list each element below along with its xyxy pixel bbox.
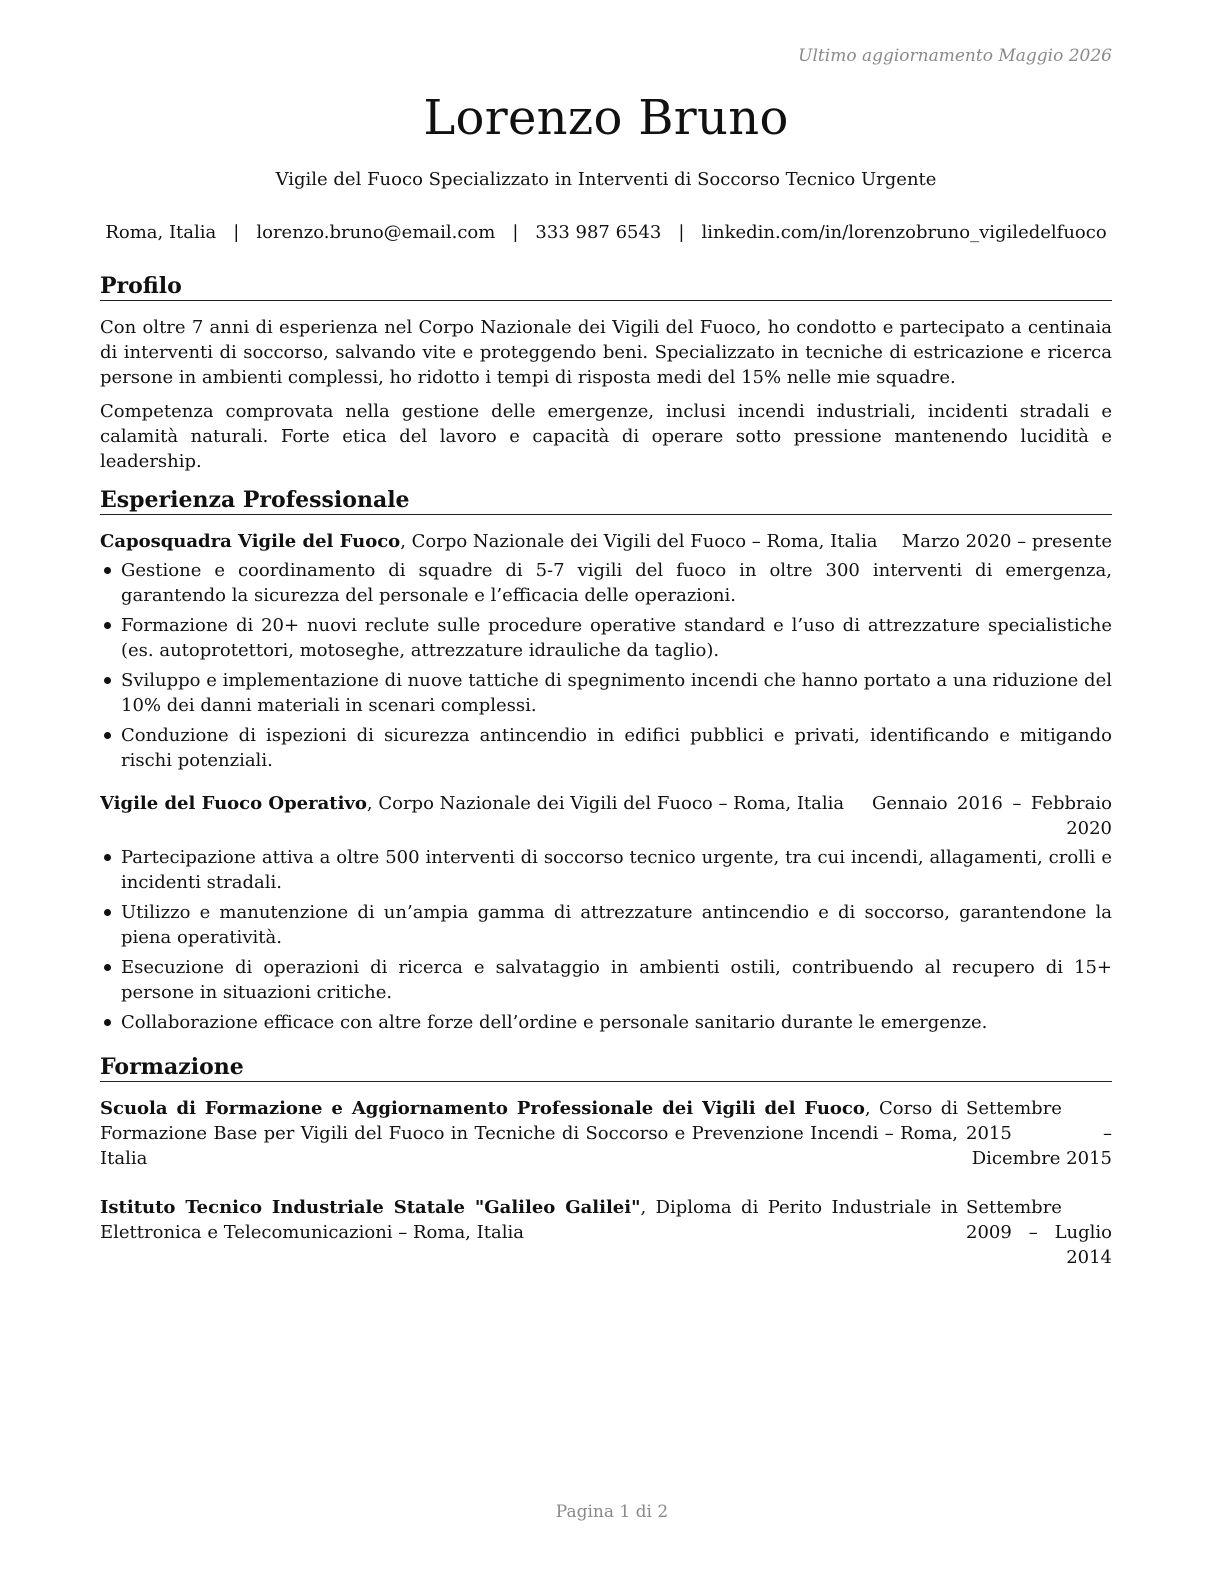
separator: | (512, 222, 519, 243)
separator: | (233, 222, 240, 243)
section-title-education: Formazione (100, 1053, 1112, 1082)
job-dates: Marzo 2020 – presente (901, 531, 1112, 552)
education-entry (100, 1096, 1112, 1171)
job-header (100, 791, 1112, 841)
profile-paragraph: Competenza comprovata nella gestione delle emergenze, inclusi incendi industriali, incidenti stradali e calamità naturali. Forte etica del lavoro e capacità di operare sotto pressione mantenendo lucidità e leadership. (100, 401, 1112, 472)
job-entry (100, 529, 1112, 773)
education-dates: Settembre 2009 – Luglio 2014 (966, 1197, 1112, 1268)
school-name: Istituto Tecnico Industriale Statale "Galileo Galilei" (100, 1197, 641, 1218)
education-entry (100, 1195, 1112, 1270)
job-bullets (100, 845, 1112, 1035)
location: Roma, Italia (105, 222, 217, 243)
education-dates: Settembre 2015 – Dicembre 2015 (966, 1098, 1112, 1169)
job-organization: , Corpo Nazionale dei Vigili del Fuoco – Roma, Italia (366, 793, 845, 814)
bullet-item: Partecipazione attiva a oltre 500 interventi di soccorso tecnico urgente, tra cui incendi, allagamenti, crolli e incidenti stradali. (100, 845, 1112, 895)
job-bullets (100, 558, 1112, 773)
education-section (100, 1053, 1112, 1270)
course-detail: , Diploma di Perito Industriale in Elettronica e Telecomunicazioni – Roma, Italia (100, 1197, 958, 1243)
bullet-item: Gestione e coordinamento di squadre di 5-7 vigili del fuoco in oltre 300 interventi di emergenza, garantendo la sicurezza del personale e l’efficacia delle operazioni. (100, 558, 1112, 608)
contact-line (100, 220, 1112, 245)
bullet-item: Formazione di 20+ nuovi reclute sulle procedure operative standard e l’uso di attrezzature specialistiche (es. autoprotettori, motoseghe, attrezzature idrauliche da taglio). (100, 613, 1112, 663)
email-link[interactable]: lorenzo.bruno@email.com (256, 222, 496, 243)
bullet-item: Esecuzione di operazioni di ricerca e salvataggio in ambienti ostili, contribuendo al recupero di 15+ persone in situazioni critiche. (100, 955, 1112, 1005)
bullet-item: Collaborazione efficace con altre forze dell’ordine e personale sanitario durante le emergenze. (100, 1010, 1112, 1035)
bullet-item: Utilizzo e manutenzione di un’ampia gamma di attrezzature antincendio e di soccorso, garantendone la piena operatività. (100, 900, 1112, 950)
linkedin-link[interactable]: linkedin.com/in/lorenzobruno_vigiledelfuoco (701, 222, 1107, 243)
job-title: Vigile del Fuoco Specializzato in Interventi di Soccorso Tecnico Urgente (275, 169, 937, 190)
job-entry (100, 791, 1112, 1035)
course-detail: , Corso di Formazione Base per Vigili del Fuoco in Tecniche di Soccorso e Prevenzione Incendi – Roma, Italia (100, 1098, 958, 1169)
resume-content (100, 272, 1112, 1294)
job-header (100, 529, 1112, 554)
job-dates: Gennaio 2016 – Febbraio 2020 (872, 793, 1112, 839)
candidate-name: Lorenzo Bruno (423, 90, 789, 146)
page-number: Pagina 1 di 2 (555, 1502, 669, 1522)
profile-section (100, 272, 1112, 474)
job-organization: , Corpo Nazionale dei Vigili del Fuoco – Roma, Italia (400, 531, 878, 552)
separator: | (678, 222, 685, 243)
section-title-profile: Profilo (100, 272, 1112, 301)
section-title-experience: Esperienza Professionale (100, 486, 1112, 515)
job-role: Caposquadra Vigile del Fuoco (100, 531, 401, 552)
experience-section (100, 486, 1112, 1035)
job-role: Vigile del Fuoco Operativo (100, 793, 367, 814)
bullet-item: Conduzione di ispezioni di sicurezza antincendio in edifici pubblici e privati, identificando e mitigando rischi potenziali. (100, 723, 1112, 773)
school-name: Scuola di Formazione e Aggiornamento Professionale dei Vigili del Fuoco (100, 1098, 865, 1119)
profile-paragraph: Con oltre 7 anni di esperienza nel Corpo Nazionale dei Vigili del Fuoco, ho condotto e partecipato a centinaia di interventi di soccorso, salvando vite e proteggendo beni. Specializzato in tecniche di estricazione e ricerca persone in ambienti complessi, ho ridotto i tempi di risposta medi del 15% nelle mie squadre. (100, 317, 1112, 388)
phone-number[interactable]: 333 987 6543 (535, 222, 662, 243)
bullet-item: Sviluppo e implementazione di nuove tattiche di spegnimento incendi che hanno portato a una riduzione del 10% dei danni materiali in scenari complessi. (100, 668, 1112, 718)
last-updated: Ultimo aggiornamento Maggio 2026 (798, 46, 1112, 66)
